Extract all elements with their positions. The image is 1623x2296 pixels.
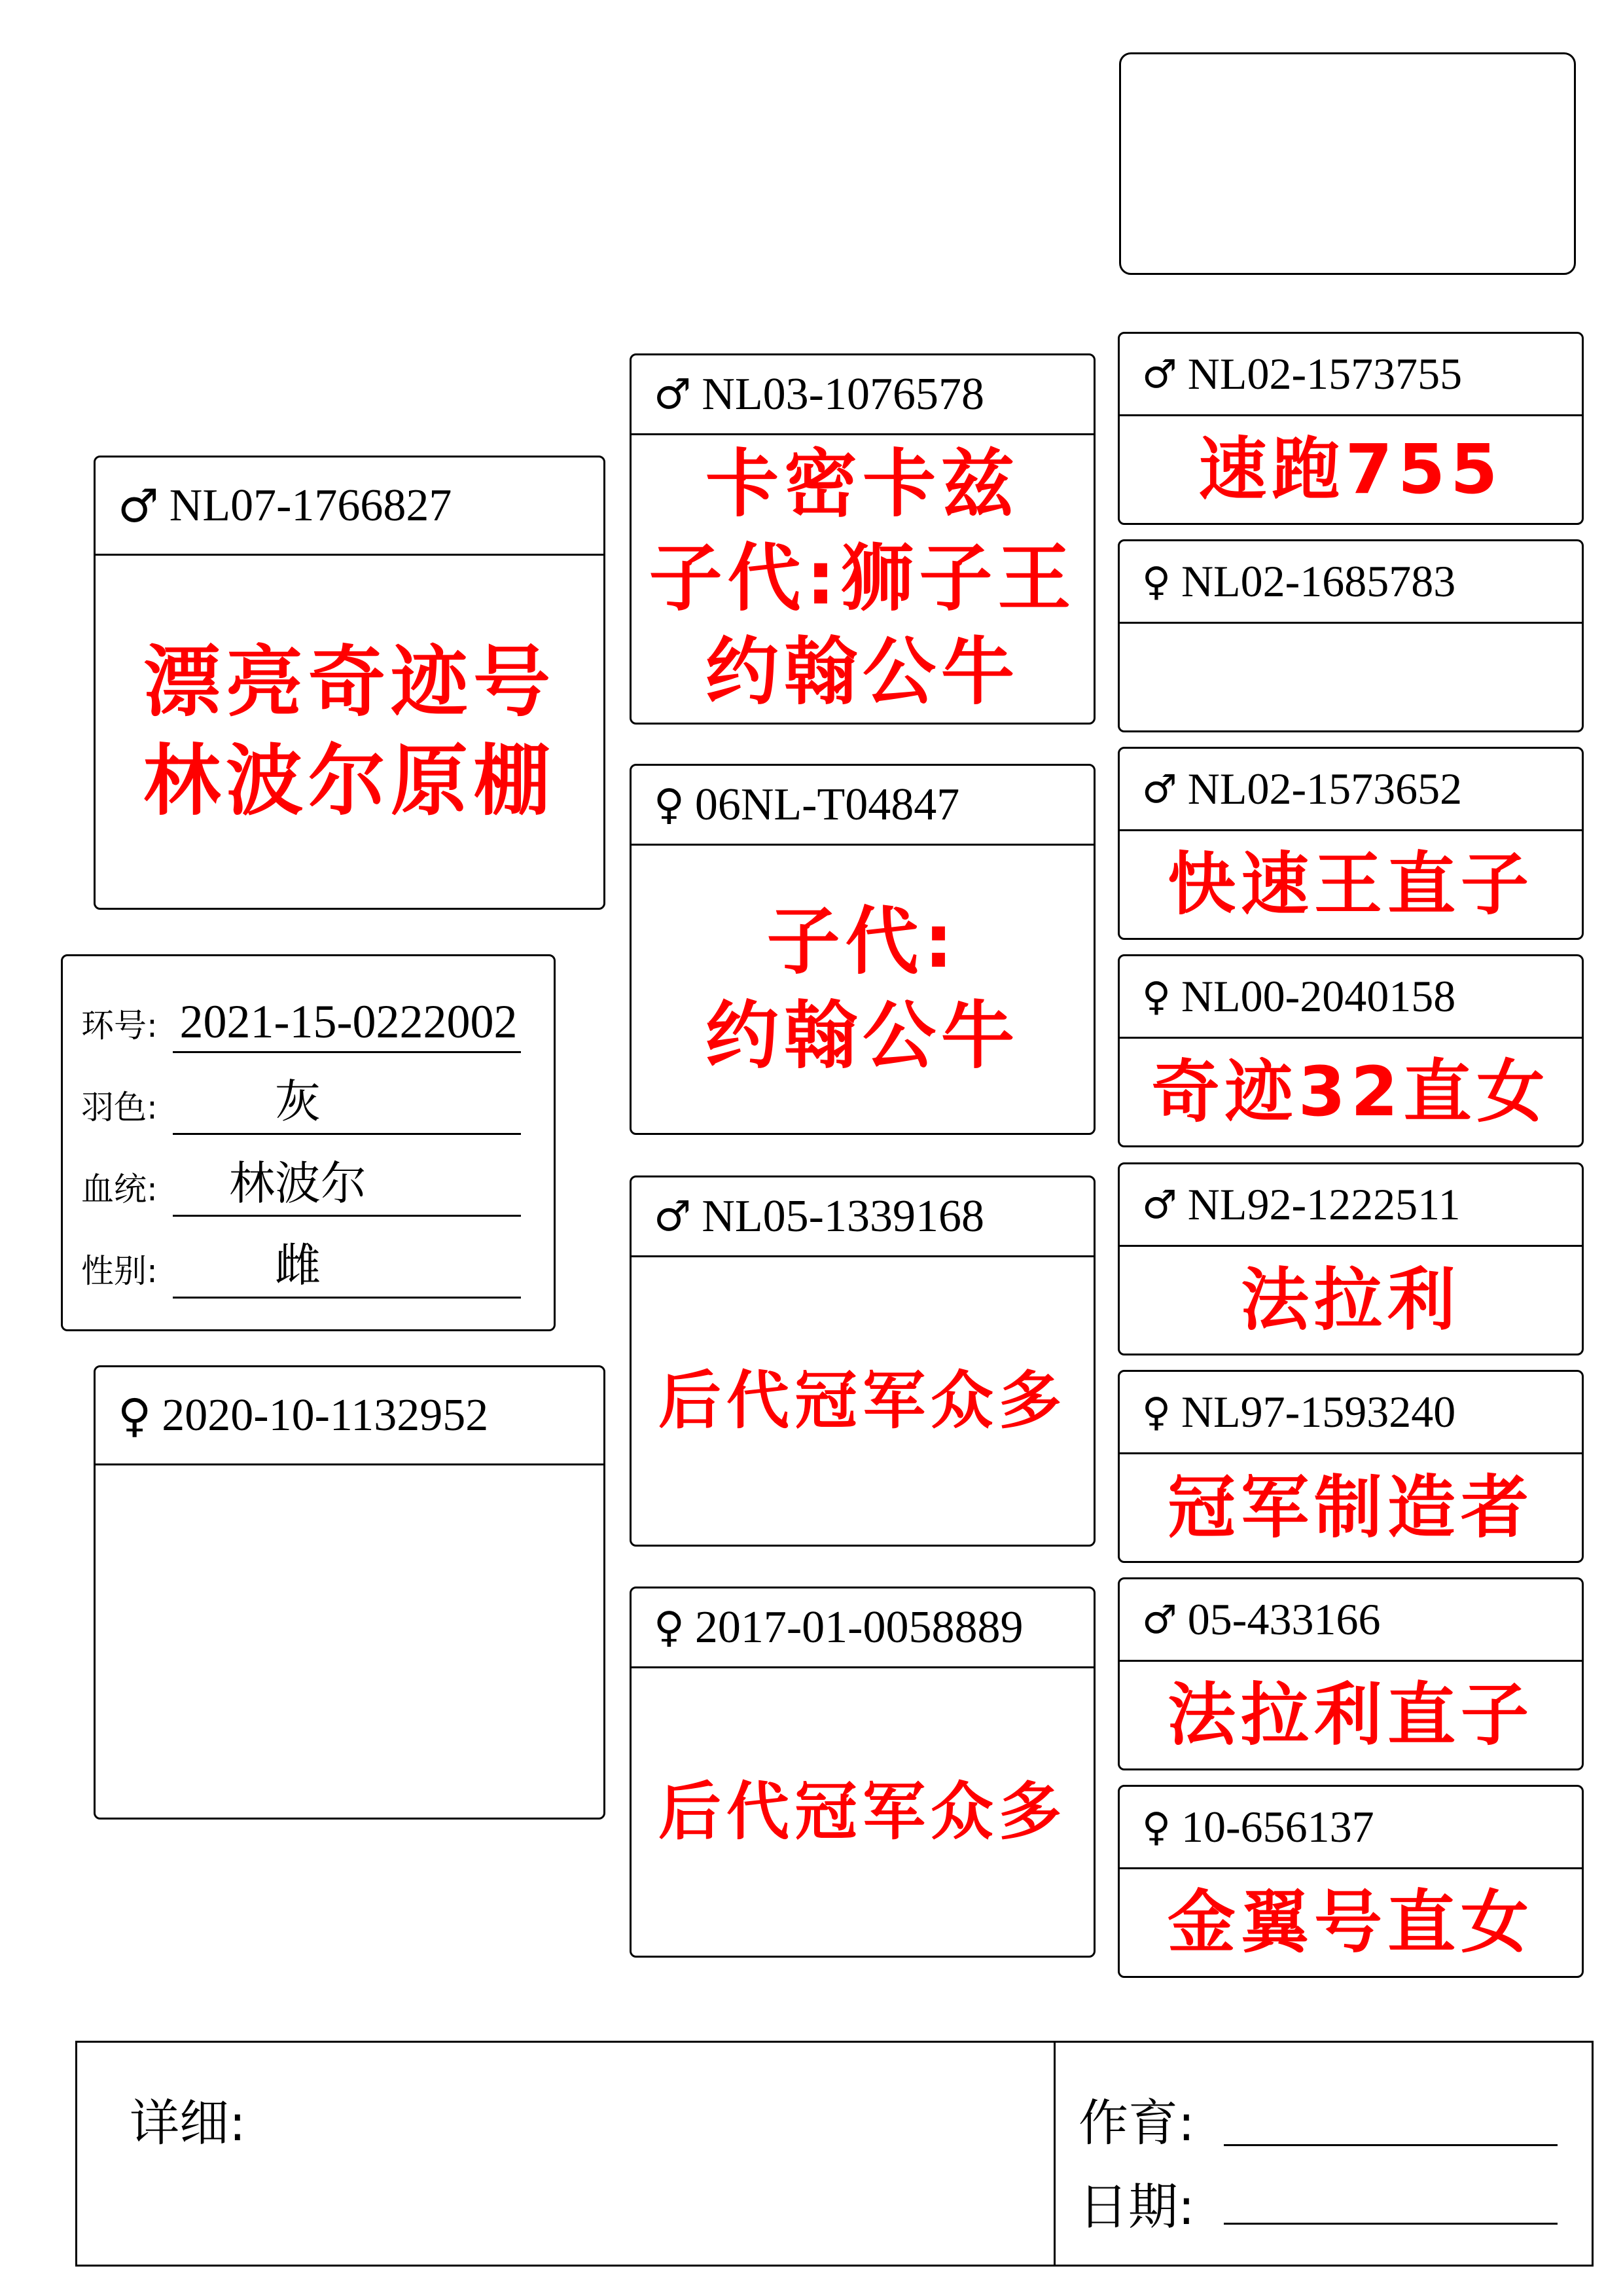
ring-number: NL02-1573652 <box>1187 764 1463 814</box>
note-line: 林波尔原棚 <box>143 736 556 826</box>
card-header <box>632 766 1094 846</box>
female-symbol-icon: ♀ <box>1142 973 1171 1020</box>
note-line: 快速王直子 <box>1167 844 1534 924</box>
card-notes <box>632 435 1094 723</box>
card-header <box>632 1177 1094 1257</box>
card-dss <box>1118 1162 1584 1355</box>
note-line: 速跑755 <box>1198 429 1503 509</box>
male-symbol-icon: ♂ <box>118 478 159 533</box>
ring-number: 10-656137 <box>1181 1802 1374 1852</box>
card-header <box>1120 1787 1582 1869</box>
color-label: 羽色: <box>81 1088 158 1126</box>
breeder-line <box>1224 2144 1558 2146</box>
card-notes <box>1120 1869 1582 1976</box>
sex-label: 性别: <box>81 1252 158 1290</box>
note-line: 约翰公牛 <box>705 630 1020 715</box>
ring-number: NL97-1593240 <box>1181 1387 1456 1437</box>
breeder-label: 作育: <box>1079 2094 1195 2152</box>
note-line: 奇迹32直女 <box>1151 1051 1550 1132</box>
card-sdd <box>1118 954 1584 1147</box>
ring-number: 06NL-T04847 <box>694 779 960 830</box>
card-notes <box>1120 1454 1582 1561</box>
color-underline <box>173 1133 521 1135</box>
note-line: 法拉利直子 <box>1167 1674 1534 1755</box>
card-sss <box>1118 332 1584 525</box>
ring-number: NL00-2040158 <box>1181 971 1456 1021</box>
male-symbol-icon: ♂ <box>1142 766 1177 812</box>
sex-value: 雌 <box>275 1241 321 1291</box>
card-sire <box>94 456 605 910</box>
card-header <box>96 457 603 556</box>
card-header <box>1120 956 1582 1039</box>
card-header <box>1120 334 1582 416</box>
card-notes <box>632 1668 1094 1956</box>
female-symbol-icon: ♀ <box>654 1603 685 1652</box>
card-header <box>96 1367 603 1465</box>
card-sire-sire <box>630 353 1096 725</box>
male-symbol-icon: ♂ <box>1142 1596 1177 1643</box>
note-line: 约翰公牛 <box>705 993 1020 1079</box>
note-line: 后代冠军众多 <box>658 1364 1067 1438</box>
ring-number: NL07-1766827 <box>169 480 452 531</box>
card-sire-dam <box>630 764 1096 1135</box>
card-dam-sire <box>630 1175 1096 1547</box>
note-line: 冠军制造者 <box>1167 1467 1534 1547</box>
male-symbol-icon: ♂ <box>654 1192 692 1241</box>
ring-number: 2020-10-1132952 <box>162 1390 489 1441</box>
ring-number: 2017-01-0058889 <box>694 1602 1024 1653</box>
card-header <box>1120 1164 1582 1247</box>
card-notes <box>96 1465 603 1818</box>
ring-number: NL03-1076578 <box>702 368 984 420</box>
card-header <box>632 1588 1094 1668</box>
note-line: 法拉利 <box>1240 1259 1461 1340</box>
card-dds <box>1118 1577 1584 1770</box>
female-symbol-icon: ♀ <box>1142 1389 1171 1435</box>
note-line: 金翼号直女 <box>1167 1882 1534 1962</box>
ring-number: NL92-1222511 <box>1187 1179 1461 1229</box>
bloodline-label: 血统: <box>81 1170 158 1208</box>
ring-underline <box>173 1051 521 1053</box>
note-line: 子代: <box>766 899 959 985</box>
card-sds <box>1118 747 1584 940</box>
card-ssd <box>1118 539 1584 732</box>
card-header <box>1120 749 1582 831</box>
date-line <box>1224 2223 1558 2225</box>
photo-box <box>1119 52 1576 275</box>
card-notes <box>632 846 1094 1133</box>
card-header <box>632 355 1094 435</box>
ring-number: NL02-1573755 <box>1187 349 1463 399</box>
female-symbol-icon: ♀ <box>1142 558 1171 605</box>
card-dsd <box>1118 1370 1584 1563</box>
card-ddd <box>1118 1785 1584 1978</box>
male-symbol-icon: ♂ <box>1142 1181 1177 1228</box>
ring-number: NL05-1339168 <box>702 1191 984 1242</box>
female-symbol-icon: ♀ <box>654 780 685 829</box>
ring-number: 05-433166 <box>1187 1594 1381 1644</box>
bird-info-card <box>61 954 556 1331</box>
bloodline-underline <box>173 1215 521 1217</box>
female-symbol-icon: ♀ <box>1142 1804 1171 1850</box>
ring-number: NL02-1685783 <box>1181 556 1456 606</box>
card-header <box>1120 1579 1582 1662</box>
card-notes <box>1120 624 1582 730</box>
note-line: 卡密卡兹 <box>705 442 1020 528</box>
card-notes <box>1120 416 1582 523</box>
color-value: 灰 <box>275 1077 321 1128</box>
card-dam-dam <box>630 1587 1096 1958</box>
card-notes <box>1120 1247 1582 1354</box>
ring-value: 2021-15-0222002 <box>179 996 518 1048</box>
card-notes <box>1120 831 1582 938</box>
footer-divider <box>1054 2043 1056 2265</box>
card-header <box>1120 1372 1582 1454</box>
footer-table <box>75 2041 1594 2267</box>
note-line: 子代:狮子王 <box>649 535 1077 621</box>
ring-label: 环号: <box>81 1007 158 1045</box>
bloodline-value: 林波尔 <box>229 1159 366 1210</box>
date-label: 日期: <box>1079 2178 1195 2236</box>
card-header <box>1120 541 1582 624</box>
card-dam <box>94 1365 605 1820</box>
card-notes <box>96 556 603 908</box>
male-symbol-icon: ♂ <box>1142 351 1177 397</box>
female-symbol-icon: ♀ <box>118 1388 152 1443</box>
note-line: 后代冠军众多 <box>658 1775 1067 1849</box>
details-label: 详细: <box>130 2094 246 2152</box>
male-symbol-icon: ♂ <box>654 370 692 419</box>
card-notes <box>1120 1039 1582 1145</box>
note-line: 漂亮奇迹号 <box>143 636 556 727</box>
card-notes <box>1120 1662 1582 1768</box>
sex-underline <box>173 1297 521 1299</box>
card-notes <box>632 1257 1094 1545</box>
